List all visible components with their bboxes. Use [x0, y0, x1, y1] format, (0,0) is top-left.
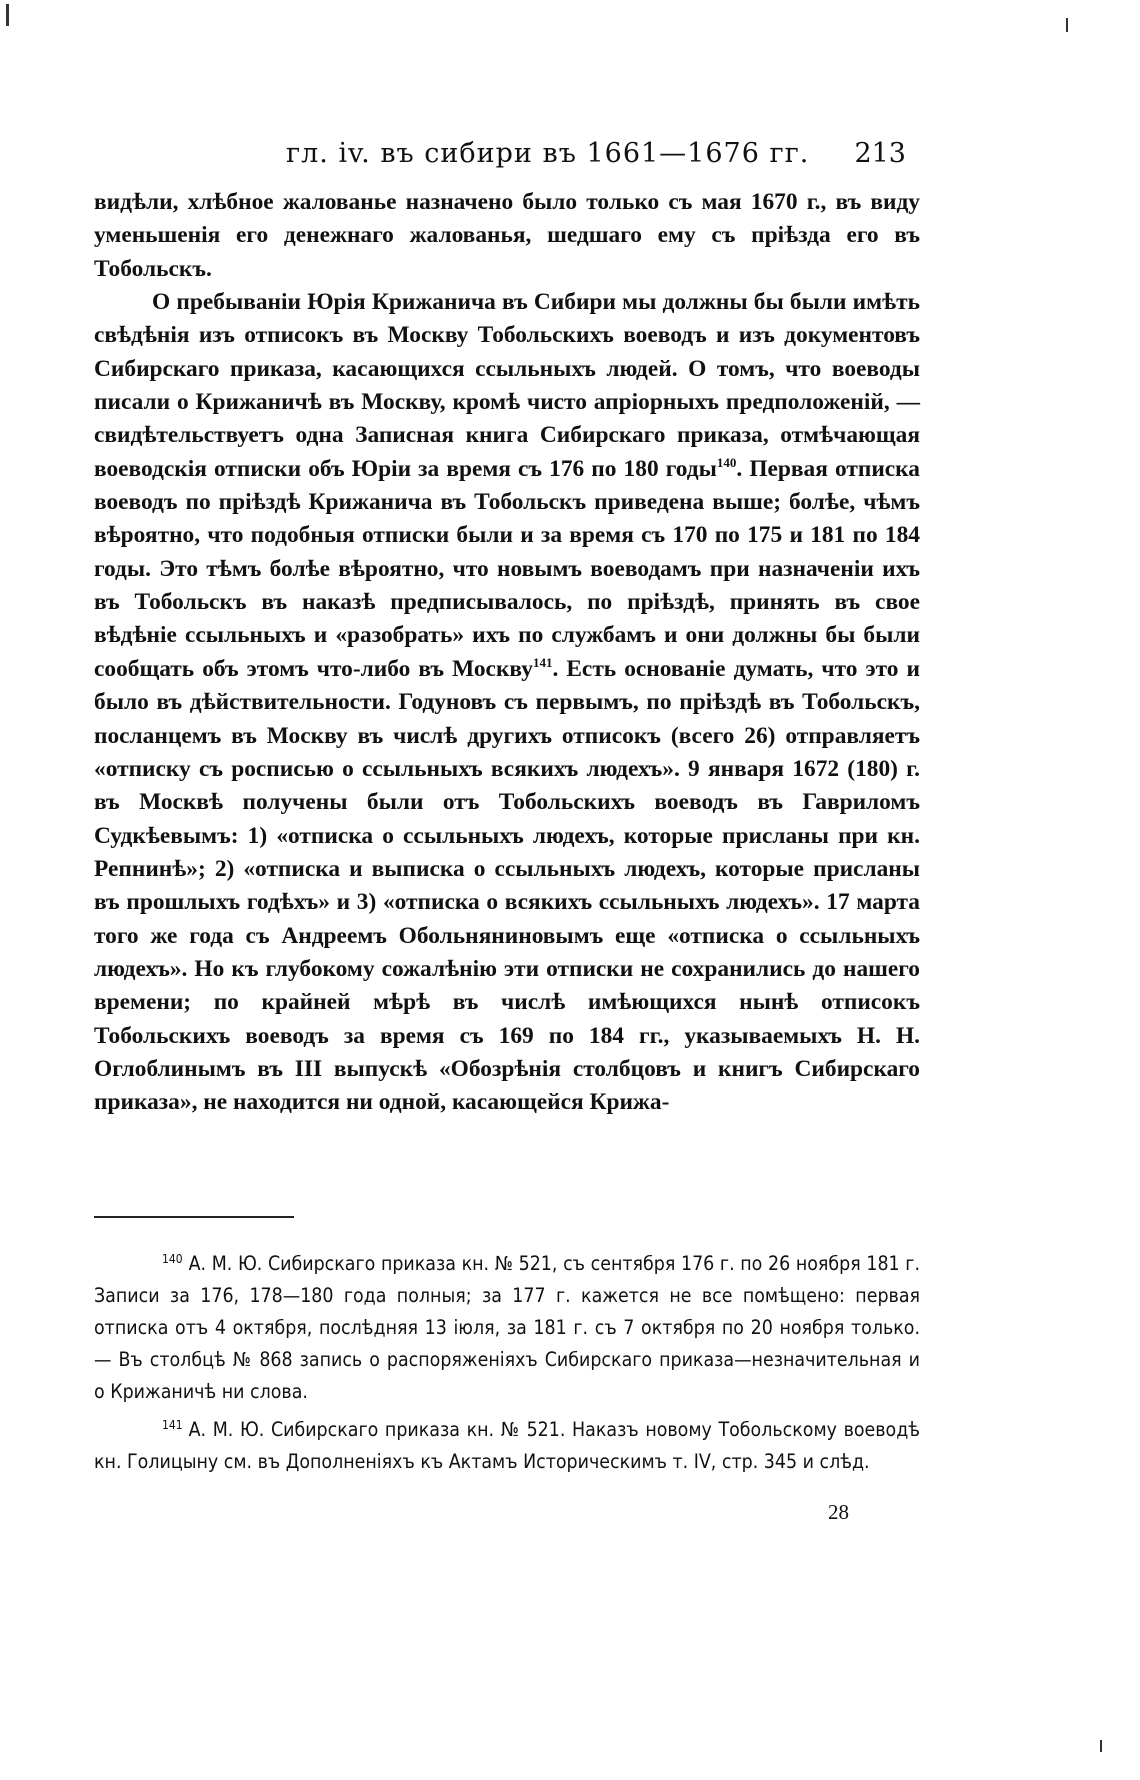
scan-edge-mark-bottom-right — [1100, 1740, 1102, 1752]
running-header — [96, 138, 916, 174]
footnote-mark: 141 — [162, 1417, 183, 1432]
paragraph-2-part-1: О пребываніи Юрія Крижанича въ Сибири мы должны бы были имѣть свѣдѣнія изъ отписокъ въ Москву Тобольскихъ воеводъ и изъ документовъ Сибирскаго приказа, касающихся ссыльныхъ людей. О томъ, что воеводы писали о Крижаничѣ въ Москву, кромѣ чисто апріорныхъ предположеній, — свидѣтельствуетъ одна Записная книга Сибирскаго приказа, отмѣчающая воеводскія отписки объ Юріи за время съ 176 по 180 годы — [94, 289, 920, 482]
footnote-separator — [94, 1216, 294, 1218]
scan-edge-mark-top-left — [6, 4, 9, 26]
footnote-reference-141[interactable]: 141 — [532, 655, 553, 671]
footnote-text: А. М. Ю. Сибирскаго приказа кн. № 521, съ сентября 176 г. по 26 ноября 181 г. Записи за 176, 178—180 года полныя; за 177 г. кажется не все помѣщено: первая отписка отъ 4 октября, послѣдняя 13 іюля, за 181 г. съ 7 октября по 20 ноября только. — Въ столбцѣ № 868 запись о распоряженіяхъ Сибирскаго приказа—незначительная и о Крижаничѣ ни слова. — [94, 1252, 920, 1403]
scan-edge-mark-top-right — [1066, 18, 1068, 32]
footnote-140 — [94, 1248, 920, 1408]
paragraph-2 — [94, 286, 920, 1120]
footnote-mark: 140 — [162, 1251, 183, 1266]
footnote-reference-140[interactable]: 140 — [716, 454, 737, 470]
footnote-text: А. М. Ю. Сибирскаго приказа кн. № 521. Наказъ новому Тобольскому воеводѣ кн. Голицыну см. въ Дополненіяхъ къ Актамъ Историческимъ т. IV, стр. 345 и слѣд. — [94, 1418, 920, 1473]
signature-mark: 28 — [828, 1500, 849, 1524]
running-title: гл. іv. въ сибири въ 1661—1676 гг. — [286, 138, 810, 169]
paragraph-2-part-2: . Первая отписка воеводъ по пріѣздѣ Крижанича въ Тобольскъ приведена выше; болѣе, чѣмъ вѣроятно, что подобныя отписки были и за время съ 170 по 175 и 181 по 184 годы. Это тѣмъ болѣе вѣроятно, что новымъ воеводамъ при назначеніи ихъ въ Тобольскъ въ наказѣ предписывалось, по пріѣздѣ, принять въ свое вѣдѣніе ссыльныхъ и «разобрать» ихъ по службамъ и они должны бы были сообщать объ этомъ что-либо въ Москву — [94, 455, 921, 682]
page-number: 213 — [854, 138, 906, 169]
footnote-141 — [94, 1414, 920, 1478]
body-text — [94, 186, 920, 1120]
paragraph-2-part-3: . Есть основаніе думать, что это и было въ дѣйствительности. Годуновъ съ первымъ, по пріѣздѣ въ Тобольскъ, посланцемъ въ Москву въ числѣ другихъ отписокъ (всего 26) отправляетъ «отписку съ росписью о ссыльныхъ всякихъ людехъ». 9 января 1672 (180) г. въ Москвѣ получены были отъ Тобольскихъ воеводъ въ Гавриломъ Судкѣевымъ: 1) «отписка о ссыльныхъ людехъ, которые присланы при кн. Репнинѣ»; 2) «отписка и выписка о ссыльныхъ людехъ, которые присланы въ прошлыхъ годѣхъ» и 3) «отписка о всякихъ ссыльныхъ людехъ». 17 марта того же года съ Андреемъ Обольняниновымъ еще «отписка о ссыльныхъ людехъ». Но къ глубокому сожалѣнію эти отписки не сохранились до нашего времени; по крайней мѣрѣ въ числѣ имѣющихся нынѣ отписокъ Тобольскихъ воеводъ за время съ 169 по 184 гг., указываемыхъ Н. Н. Оглоблинымъ въ III выпускѣ «Обозрѣнія столбцовъ и книгъ Сибирскаго приказа», не находится ни одной, касающейся Крижа- — [94, 655, 920, 1116]
paragraph-1: видѣли, хлѣбное жалованье назначено было только съ мая 1670 г., въ виду уменьшенія его денежнаго жалованья, шедшаго ему съ пріѣзда его въ Тобольскъ. — [94, 189, 920, 282]
footnotes — [94, 1248, 920, 1478]
